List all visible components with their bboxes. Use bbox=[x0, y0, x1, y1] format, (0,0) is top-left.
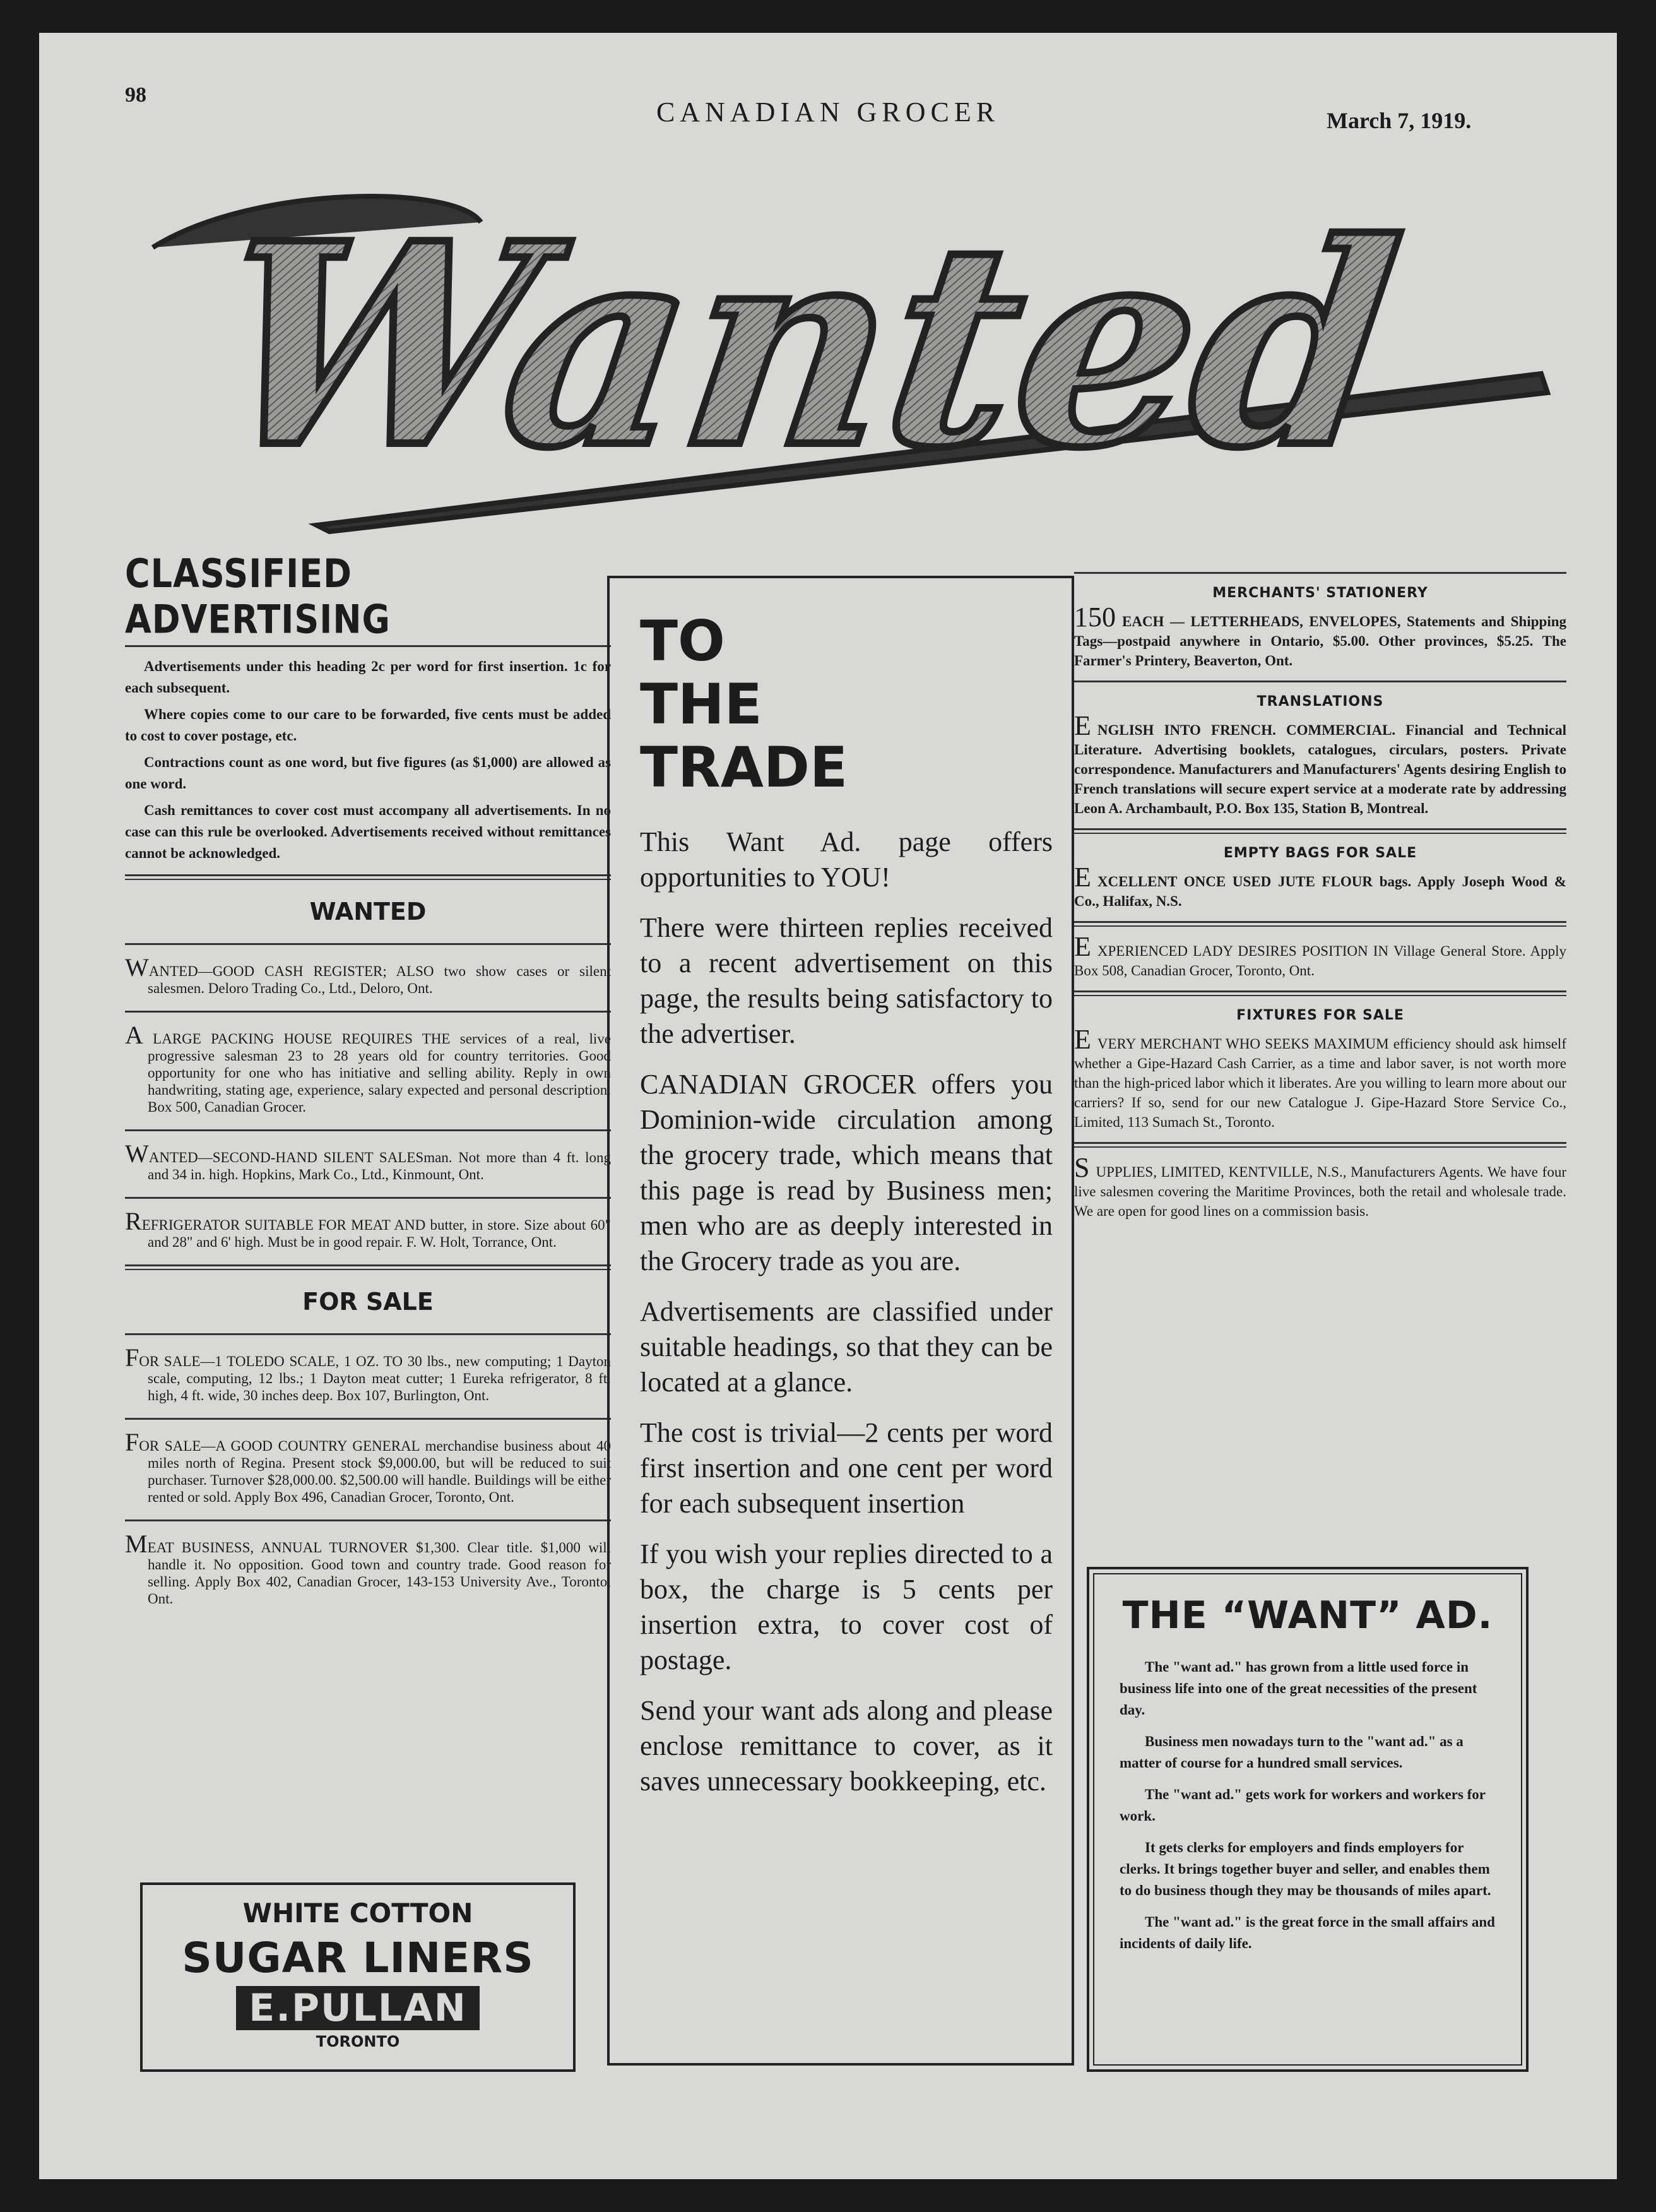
trade-paragraph: The cost is trivial—2 cents per word first insertion and one cent per word for each subsequent insertion bbox=[640, 1417, 1053, 1519]
fixtures-ad: EVERY MERCHANT WHO SEEKS MAXIMUM efficiency should ask himself whether a Gipe-Hazard Cash Carrier, as a time and labor saver, is not worth more than the high-priced labor which it liberates. Are you willing to learn more about our carriers? If so, send for our new Catalogue J. Gipe-Hazard Store Service Co., Limited, 113 Sumach St., Toronto. bbox=[1074, 1024, 1566, 1130]
wanted-masthead bbox=[127, 146, 1566, 538]
page-number: 98 bbox=[125, 83, 146, 107]
want-ad-box bbox=[1087, 1567, 1529, 2072]
divider bbox=[125, 1333, 611, 1335]
want-ad-paragraph: Business men nowadays turn to the "want ad." as a matter of course for a hundred small services. bbox=[1120, 1733, 1464, 1771]
wanted-heading: WANTED bbox=[309, 898, 427, 925]
divider bbox=[125, 1011, 611, 1013]
trade-title: TO THE TRADE bbox=[640, 609, 848, 800]
intro-paragraph: Contractions count as one word, but five figures (as $1,000) are allowed as one word. bbox=[125, 754, 611, 792]
stationery-heading: MERCHANTS' STATIONERY bbox=[1212, 585, 1428, 601]
trade-paragraph: This Want Ad. page offers opportunities to YOU! bbox=[640, 826, 1053, 893]
classified-ad: FOR SALE—1 TOLEDO SCALE, 1 OZ. TO 30 lbs., new computing; 1 Dayton scale, computing, 12 lbs.; 1 Dayton meat cutter; 1 Eureka refrigerator, 8 ft. high, 4 ft. wide, 30 inches deep. Box 107, Burlington, Ont. bbox=[125, 1343, 611, 1403]
want-ad-title: THE “WANT” AD. bbox=[1122, 1593, 1493, 1638]
fixtures-heading: FIXTURES FOR SALE bbox=[1236, 1008, 1404, 1023]
publication-title: CANADIAN GROCER bbox=[656, 97, 1000, 128]
sugar-line-2: SUGAR LINERS bbox=[182, 1934, 534, 1982]
classified-title: CLASSIFIED ADVERTISING bbox=[125, 550, 391, 643]
divider bbox=[1074, 828, 1566, 834]
lady-ad: EXPERIENCED LADY DESIRES POSITION IN Village General Store. Apply Box 508, Canadian Grocer, Toronto, Ont. bbox=[1074, 931, 1566, 978]
divider bbox=[125, 1197, 611, 1199]
divider bbox=[1074, 990, 1566, 996]
divider bbox=[125, 645, 611, 647]
newspaper-page bbox=[39, 33, 1617, 2179]
translations-ad: ENGLISH INTO FRENCH. COMMERCIAL. Financial and Technical Literature. Advertising booklets, catalogues, circulars, posters. Private correspondence. Manufacturers and Manufacturers' Agents desiring English to French translations will secure expert service at a moderate rate by addressing Leon A. Archambault, P.O. Box 135, Station B, Montreal. bbox=[1074, 710, 1566, 816]
stationery-ad: 150 EACH — LETTERHEADS, ENVELOPES, Statements and Shipping Tags—postpaid anywhere in Ontario, $5.00. Other provinces, $5.25. The Farmer's Printery, Beaverton, Ont. bbox=[1074, 602, 1566, 669]
trade-paragraph: CANADIAN GROCER offers you Dominion-wide circulation among the grocery trade, which means that this page is read by Business men; men who are as deeply interested in the Grocery trade as you are. bbox=[640, 1069, 1053, 1276]
classified-ad: REFRIGERATOR SUITABLE FOR MEAT AND butter, in store. Size about 60" and 28" and 6' high. Must be in good repair. F. W. Holt, Torrance, Ont. bbox=[125, 1207, 611, 1250]
classified-column bbox=[125, 550, 611, 1621]
trade-paragraph: Advertisements are classified under suitable headings, so that they can be located at a glance. bbox=[640, 1296, 1053, 1398]
sugar-brand: E.PULLAN bbox=[236, 1986, 480, 2030]
divider bbox=[125, 1264, 611, 1270]
want-ad-paragraph: The "want ad." has grown from a little used force in business life into one of the great necessities of the present day. bbox=[1120, 1659, 1477, 1718]
want-ad-paragraph: It gets clerks for employers and finds employers for clerks. It brings together buyer and seller, and enables them to do business though they may be thousands of miles apart. bbox=[1120, 1840, 1491, 1898]
issue-date: March 7, 1919. bbox=[1327, 108, 1472, 133]
want-ad-paragraph: The "want ad." gets work for workers and workers for work. bbox=[1120, 1787, 1486, 1824]
trade-paragraph: There were thirteen replies received to a recent advertisement on this page, the results being satisfactory to the advertiser. bbox=[640, 912, 1053, 1049]
trade-paragraph: Send your want ads along and please enclose remittance to cover, as it saves unnecessary bookkeeping, etc. bbox=[640, 1695, 1053, 1797]
sugar-liners-ad bbox=[140, 1882, 576, 2072]
divider bbox=[1074, 572, 1566, 574]
bags-heading: EMPTY BAGS FOR SALE bbox=[1223, 845, 1417, 861]
to-the-trade-box bbox=[607, 576, 1074, 2066]
divider bbox=[1074, 921, 1566, 927]
classified-ad: MEAT BUSINESS, ANNUAL TURNOVER $1,300. Clear title. $1,000 will handle it. No opposition. Good town and country trade. Good reason for selling. Apply Box 402, Canadian Grocer, 143-153 University Ave., Toronto, Ont. bbox=[125, 1530, 611, 1607]
divider bbox=[125, 1129, 611, 1131]
classified-intro bbox=[125, 656, 611, 864]
classified-ad: WANTED—GOOD CASH REGISTER; ALSO two show cases or silent salesmen. Deloro Trading Co., Ltd., Deloro, Ont. bbox=[125, 953, 611, 996]
divider bbox=[125, 943, 611, 945]
intro-paragraph: Advertisements under this heading 2c per word for first insertion. 1c for each subsequent. bbox=[125, 658, 611, 696]
bags-ad: EXCELLENT ONCE USED JUTE FLOUR bags. Apply Joseph Wood & Co., Halifax, N.S. bbox=[1074, 862, 1566, 909]
translations-heading: TRANSLATIONS bbox=[1257, 694, 1384, 710]
divider bbox=[1074, 681, 1566, 682]
sugar-city: TORONTO bbox=[316, 2033, 400, 2050]
sugar-line-1: WHITE COTTON bbox=[242, 1898, 473, 1929]
divider bbox=[125, 1418, 611, 1420]
divider bbox=[125, 1519, 611, 1521]
right-column bbox=[1074, 563, 1566, 1231]
divider bbox=[125, 874, 611, 880]
forsale-heading: FOR SALE bbox=[302, 1288, 434, 1316]
classified-ad: FOR SALE—A GOOD COUNTRY GENERAL merchandise business about 40 miles north of Regina. Present stock $9,000.00, but will be reduced to suit purchaser. Turnover $28,000.00. $2,500.00 will handle. Buildings will be either rented or sold. Apply Box 496, Canadian Grocer, Toronto, Ont. bbox=[125, 1428, 611, 1505]
masthead-word: Wanted bbox=[199, 183, 1414, 509]
want-ad-paragraph: The "want ad." is the great force in the small affairs and incidents of daily life. bbox=[1120, 1914, 1495, 1951]
divider bbox=[1074, 1142, 1566, 1148]
supplies-ad: SUPPLIES, LIMITED, KENTVILLE, N.S., Manufacturers Agents. We have four live salesmen covering the Maritime Provinces, both the retail and wholesale trade. We are open for good lines on a commission basis. bbox=[1074, 1152, 1566, 1219]
intro-paragraph: Where copies come to our care to be forwarded, five cents must be added to cost to cover postage, etc. bbox=[125, 706, 611, 744]
trade-paragraph: If you wish your replies directed to a box, the charge is 5 cents per insertion extra, to cover cost of postage. bbox=[640, 1538, 1053, 1675]
classified-ad: A LARGE PACKING HOUSE REQUIRES THE services of a real, live progressive salesman 23 to 28 years old for country territories. Good opportunity for one who has initiative and selling ability. Reply in own handwriting, stating age, experience, salary expected and personal description. Box 500, Canadian Grocer. bbox=[125, 1021, 611, 1115]
classified-ad: WANTED—SECOND-HAND SILENT SALESman. Not more than 4 ft. long and 34 in. high. Hopkins, Mark Co., Ltd., Kinmount, Ont. bbox=[125, 1139, 611, 1182]
intro-paragraph: Cash remittances to cover cost must accompany all advertisements. In no case can this rule be overlooked. Advertisements received without remittances cannot be acknowledged. bbox=[125, 802, 611, 861]
